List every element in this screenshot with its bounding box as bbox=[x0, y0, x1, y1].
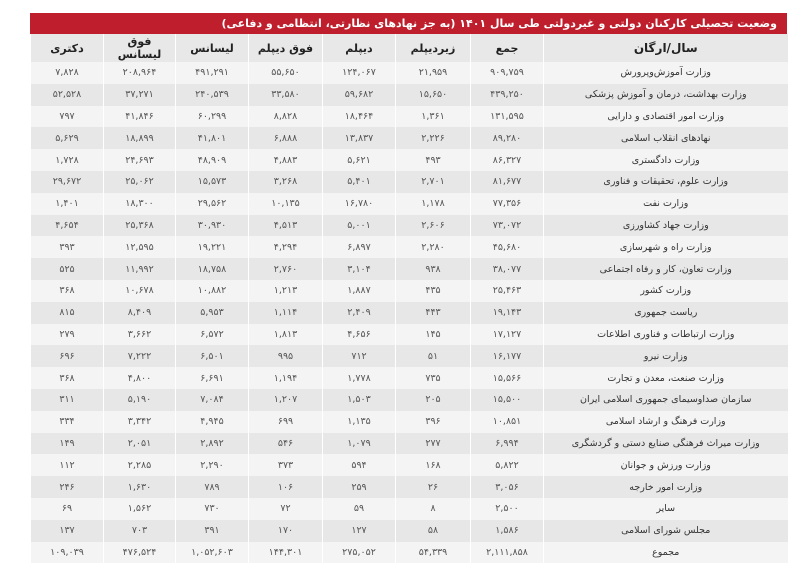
cell-diploma: ۷۱۲ bbox=[323, 345, 396, 367]
cell-organization: وزارت ورزش و جوانان bbox=[544, 454, 788, 476]
cell-organization: وزارت کشور bbox=[544, 280, 788, 302]
table-row bbox=[31, 324, 788, 346]
cell-bachelor: ۶,۵۷۲ bbox=[176, 324, 249, 346]
cell-organization: وزارت علوم، تحقیقات و فناوری bbox=[544, 171, 788, 193]
cell-total: ۹۰۹,۷۵۹ bbox=[471, 62, 544, 84]
cell-diploma: ۲۵۹ bbox=[323, 476, 396, 498]
table-body bbox=[31, 62, 788, 563]
column-header-associate: فوق دیپلم bbox=[249, 34, 323, 62]
cell-sub-diploma: ۱۶۸ bbox=[396, 454, 471, 476]
cell-master: ۴,۸۰۰ bbox=[104, 367, 176, 389]
cell-associate: ۱۰۶ bbox=[249, 476, 323, 498]
cell-organization: وزارت امور اقتصادی و دارایی bbox=[544, 106, 788, 128]
cell-master: ۷,۲۲۲ bbox=[104, 345, 176, 367]
cell-sub-diploma: ۳۹۶ bbox=[396, 411, 471, 433]
cell-bachelor: ۷,۰۸۴ bbox=[176, 389, 249, 411]
cell-master: ۱۲,۵۹۵ bbox=[104, 236, 176, 258]
cell-associate: ۶۹۹ bbox=[249, 411, 323, 433]
cell-associate: ۷۲ bbox=[249, 498, 323, 520]
table-row bbox=[31, 127, 788, 149]
cell-total: ۲۵,۴۶۳ bbox=[471, 280, 544, 302]
cell-diploma: ۶,۸۹۷ bbox=[323, 236, 396, 258]
cell-total: ۴۳۹,۲۵۰ bbox=[471, 84, 544, 106]
cell-master: ۸,۴۰۹ bbox=[104, 302, 176, 324]
cell-associate: ۱۷۰ bbox=[249, 520, 323, 542]
cell-sub-diploma: ۷۳۵ bbox=[396, 367, 471, 389]
cell-associate: ۱,۸۱۳ bbox=[249, 324, 323, 346]
cell-diploma: ۵۹,۶۸۲ bbox=[323, 84, 396, 106]
cell-sub-diploma: ۴۹۳ bbox=[396, 149, 471, 171]
table-header-row bbox=[31, 34, 788, 62]
cell-sub-diploma: ۲,۲۸۰ bbox=[396, 236, 471, 258]
cell-doctorate: ۳۶۸ bbox=[31, 367, 104, 389]
cell-organization: سازمان صداوسیمای جمهوری اسلامی ایران bbox=[544, 389, 788, 411]
cell-organization: نهادهای انقلاب اسلامی bbox=[544, 127, 788, 149]
table-row bbox=[31, 498, 788, 520]
cell-organization: وزارت میراث فرهنگی صنایع دستی و گردشگری bbox=[544, 433, 788, 455]
cell-doctorate: ۴,۶۵۴ bbox=[31, 215, 104, 237]
table-row bbox=[31, 193, 788, 215]
cell-diploma: ۱۳,۸۳۷ bbox=[323, 127, 396, 149]
table-row bbox=[31, 84, 788, 106]
cell-bachelor: ۷۸۹ bbox=[176, 476, 249, 498]
cell-master: ۳,۶۶۲ bbox=[104, 324, 176, 346]
cell-doctorate: ۳۱۱ bbox=[31, 389, 104, 411]
cell-sub-diploma: ۱۴۵ bbox=[396, 324, 471, 346]
cell-total: ۱,۵۸۶ bbox=[471, 520, 544, 542]
cell-diploma: ۳,۱۰۴ bbox=[323, 258, 396, 280]
cell-sub-diploma: ۲۰۵ bbox=[396, 389, 471, 411]
cell-associate: ۶,۸۸۸ bbox=[249, 127, 323, 149]
cell-bachelor: ۴۹۱,۲۹۱ bbox=[176, 62, 249, 84]
cell-master: ۵,۱۹۰ bbox=[104, 389, 176, 411]
cell-master: ۲۵,۰۶۲ bbox=[104, 171, 176, 193]
cell-sub-diploma: ۲,۷۰۱ bbox=[396, 171, 471, 193]
cell-diploma: ۴,۶۵۶ bbox=[323, 324, 396, 346]
cell-diploma: ۱,۰۷۹ bbox=[323, 433, 396, 455]
cell-total: ۱۷,۱۲۷ bbox=[471, 324, 544, 346]
cell-bachelor: ۶,۶۹۱ bbox=[176, 367, 249, 389]
cell-diploma: ۵,۶۲۱ bbox=[323, 149, 396, 171]
cell-master: ۱۸,۳۰۰ bbox=[104, 193, 176, 215]
cell-total: ۸۱,۶۷۷ bbox=[471, 171, 544, 193]
cell-total: ۱۹,۱۴۳ bbox=[471, 302, 544, 324]
cell-total: ۸۶,۳۲۷ bbox=[471, 149, 544, 171]
cell-doctorate: ۱,۴۰۱ bbox=[31, 193, 104, 215]
cell-master: ۲,۲۸۵ bbox=[104, 454, 176, 476]
column-header-master: فوق لیسانس bbox=[104, 34, 176, 62]
cell-diploma: ۲,۴۰۹ bbox=[323, 302, 396, 324]
cell-bachelor: ۶,۵۰۱ bbox=[176, 345, 249, 367]
cell-bachelor: ۲۴۰,۵۳۹ bbox=[176, 84, 249, 106]
table-row bbox=[31, 215, 788, 237]
cell-bachelor: ۲۹,۵۶۲ bbox=[176, 193, 249, 215]
cell-diploma: ۵,۰۰۱ bbox=[323, 215, 396, 237]
education-status-table bbox=[30, 34, 788, 563]
cell-doctorate: ۳۳۴ bbox=[31, 411, 104, 433]
cell-sub-diploma: ۱۵,۶۵۰ bbox=[396, 84, 471, 106]
cell-associate: ۱۰,۱۳۵ bbox=[249, 193, 323, 215]
cell-doctorate: ۱۰۹,۰۳۹ bbox=[31, 542, 104, 564]
cell-doctorate: ۷,۸۲۸ bbox=[31, 62, 104, 84]
cell-total: ۵,۸۲۲ bbox=[471, 454, 544, 476]
cell-sub-diploma: ۵۴,۳۳۹ bbox=[396, 542, 471, 564]
column-header-bachelor: لیسانس bbox=[176, 34, 249, 62]
cell-total: ۶,۹۹۴ bbox=[471, 433, 544, 455]
cell-organization: وزارت فرهنگ و ارشاد اسلامی bbox=[544, 411, 788, 433]
cell-diploma: ۱,۷۷۸ bbox=[323, 367, 396, 389]
table-row bbox=[31, 149, 788, 171]
education-status-table-container bbox=[30, 13, 787, 563]
cell-organization: وزارت ارتباطات و فناوری اطلاعات bbox=[544, 324, 788, 346]
cell-diploma: ۱۸,۴۶۴ bbox=[323, 106, 396, 128]
cell-organization: وزارت بهداشت، درمان و آموزش پزشکی bbox=[544, 84, 788, 106]
table-row bbox=[31, 520, 788, 542]
cell-associate: ۳۷۳ bbox=[249, 454, 323, 476]
cell-bachelor: ۴,۹۴۵ bbox=[176, 411, 249, 433]
cell-doctorate: ۱,۷۲۸ bbox=[31, 149, 104, 171]
cell-master: ۲۰۸,۹۶۴ bbox=[104, 62, 176, 84]
table-row bbox=[31, 236, 788, 258]
cell-master: ۴۱,۸۴۶ bbox=[104, 106, 176, 128]
cell-organization: وزارت تعاون، کار و رفاه اجتماعی bbox=[544, 258, 788, 280]
table-row bbox=[31, 367, 788, 389]
cell-diploma: ۵,۴۰۱ bbox=[323, 171, 396, 193]
cell-bachelor: ۱۹,۲۲۱ bbox=[176, 236, 249, 258]
cell-bachelor: ۲,۸۹۲ bbox=[176, 433, 249, 455]
cell-bachelor: ۳۹۱ bbox=[176, 520, 249, 542]
cell-master: ۱۱,۹۹۲ bbox=[104, 258, 176, 280]
table-row bbox=[31, 106, 788, 128]
cell-associate: ۴,۲۹۴ bbox=[249, 236, 323, 258]
cell-organization: وزارت دادگستری bbox=[544, 149, 788, 171]
cell-sub-diploma: ۴۳۵ bbox=[396, 280, 471, 302]
cell-total: ۳۸,۰۷۷ bbox=[471, 258, 544, 280]
cell-organization: وزارت نیرو bbox=[544, 345, 788, 367]
cell-associate: ۳,۲۶۸ bbox=[249, 171, 323, 193]
cell-sub-diploma: ۲,۶۰۶ bbox=[396, 215, 471, 237]
cell-diploma: ۱,۸۸۷ bbox=[323, 280, 396, 302]
table-total-row bbox=[31, 542, 788, 564]
cell-doctorate: ۶۹ bbox=[31, 498, 104, 520]
cell-associate: ۱,۱۱۴ bbox=[249, 302, 323, 324]
cell-diploma: ۱۲۴,۰۶۷ bbox=[323, 62, 396, 84]
cell-organization: وزارت جهاد کشاورزی bbox=[544, 215, 788, 237]
column-header-doctorate: دکتری bbox=[31, 34, 104, 62]
cell-bachelor: ۴۱,۸۰۱ bbox=[176, 127, 249, 149]
table-row bbox=[31, 171, 788, 193]
cell-organization: مجلس شورای اسلامی bbox=[544, 520, 788, 542]
column-header-organization: سال/ارگان bbox=[544, 34, 788, 62]
cell-doctorate: ۲۹,۶۷۲ bbox=[31, 171, 104, 193]
cell-bachelor: ۴۸,۹۰۹ bbox=[176, 149, 249, 171]
cell-bachelor: ۱,۰۵۲,۶۰۳ bbox=[176, 542, 249, 564]
cell-associate: ۹۹۵ bbox=[249, 345, 323, 367]
cell-diploma: ۱۲۷ bbox=[323, 520, 396, 542]
column-header-total: جمع bbox=[471, 34, 544, 62]
cell-diploma: ۱۶,۷۸۰ bbox=[323, 193, 396, 215]
cell-doctorate: ۲۴۶ bbox=[31, 476, 104, 498]
cell-diploma: ۵۹ bbox=[323, 498, 396, 520]
cell-master: ۱,۵۶۲ bbox=[104, 498, 176, 520]
cell-sub-diploma: ۱,۳۶۱ bbox=[396, 106, 471, 128]
cell-diploma: ۵۹۴ bbox=[323, 454, 396, 476]
cell-doctorate: ۵,۶۲۹ bbox=[31, 127, 104, 149]
cell-doctorate: ۳۶۸ bbox=[31, 280, 104, 302]
cell-associate: ۵۴۶ bbox=[249, 433, 323, 455]
cell-sub-diploma: ۲۱,۹۵۹ bbox=[396, 62, 471, 84]
cell-organization: سایر bbox=[544, 498, 788, 520]
cell-associate: ۵۵,۶۵۰ bbox=[249, 62, 323, 84]
cell-sub-diploma: ۹۳۸ bbox=[396, 258, 471, 280]
cell-total: ۱۵,۵۶۶ bbox=[471, 367, 544, 389]
cell-sub-diploma: ۸ bbox=[396, 498, 471, 520]
cell-master: ۱۰,۶۷۸ bbox=[104, 280, 176, 302]
cell-organization: ریاست جمهوری bbox=[544, 302, 788, 324]
cell-bachelor: ۱۵,۵۷۳ bbox=[176, 171, 249, 193]
cell-diploma: ۲۷۵,۰۵۲ bbox=[323, 542, 396, 564]
cell-organization: مجموع bbox=[544, 542, 788, 564]
table-row bbox=[31, 476, 788, 498]
cell-master: ۱۸,۸۹۹ bbox=[104, 127, 176, 149]
cell-bachelor: ۷۳۰ bbox=[176, 498, 249, 520]
cell-master: ۴۷۶,۵۲۴ bbox=[104, 542, 176, 564]
cell-doctorate: ۱۳۷ bbox=[31, 520, 104, 542]
cell-total: ۲,۵۰۰ bbox=[471, 498, 544, 520]
cell-doctorate: ۶۹۶ bbox=[31, 345, 104, 367]
cell-bachelor: ۱۸,۷۵۸ bbox=[176, 258, 249, 280]
cell-master: ۳,۳۴۲ bbox=[104, 411, 176, 433]
cell-master: ۲,۰۵۱ bbox=[104, 433, 176, 455]
cell-organization: وزارت آموزش‌وپرورش bbox=[544, 62, 788, 84]
cell-diploma: ۱,۵۰۳ bbox=[323, 389, 396, 411]
table-row bbox=[31, 302, 788, 324]
cell-bachelor: ۵,۹۵۳ bbox=[176, 302, 249, 324]
cell-organization: وزارت راه و شهرسازی bbox=[544, 236, 788, 258]
cell-master: ۱,۶۳۰ bbox=[104, 476, 176, 498]
cell-associate: ۱,۲۱۳ bbox=[249, 280, 323, 302]
cell-associate: ۴,۸۸۳ bbox=[249, 149, 323, 171]
cell-total: ۱۰,۸۵۱ bbox=[471, 411, 544, 433]
cell-total: ۱۶,۱۷۷ bbox=[471, 345, 544, 367]
cell-master: ۳۷,۲۷۱ bbox=[104, 84, 176, 106]
table-row bbox=[31, 345, 788, 367]
cell-associate: ۱۴۴,۳۰۱ bbox=[249, 542, 323, 564]
cell-sub-diploma: ۵۱ bbox=[396, 345, 471, 367]
table-row bbox=[31, 433, 788, 455]
cell-master: ۲۵,۳۶۸ bbox=[104, 215, 176, 237]
table-title: وضعیت تحصیلی کارکنان دولتی و غیردولتی طی سال ۱۴۰۱ (به جز نهادهای نظارتی، انتظامی و دفاعی) bbox=[30, 13, 787, 34]
cell-total: ۱۵,۵۰۰ bbox=[471, 389, 544, 411]
column-header-diploma: دیپلم bbox=[323, 34, 396, 62]
cell-sub-diploma: ۱,۱۷۸ bbox=[396, 193, 471, 215]
column-header-sub-diploma: زیردیپلم bbox=[396, 34, 471, 62]
cell-total: ۸۹,۲۸۰ bbox=[471, 127, 544, 149]
cell-sub-diploma: ۵۸ bbox=[396, 520, 471, 542]
cell-total: ۷۳,۰۷۲ bbox=[471, 215, 544, 237]
cell-doctorate: ۲۷۹ bbox=[31, 324, 104, 346]
cell-doctorate: ۵۲۵ bbox=[31, 258, 104, 280]
cell-total: ۳,۰۵۶ bbox=[471, 476, 544, 498]
table-row bbox=[31, 389, 788, 411]
cell-associate: ۱,۲۰۷ bbox=[249, 389, 323, 411]
cell-organization: وزارت صنعت، معدن و تجارت bbox=[544, 367, 788, 389]
cell-associate: ۳۳,۵۸۰ bbox=[249, 84, 323, 106]
table-row bbox=[31, 62, 788, 84]
cell-associate: ۱,۱۹۴ bbox=[249, 367, 323, 389]
cell-doctorate: ۷۹۷ bbox=[31, 106, 104, 128]
cell-diploma: ۱,۱۳۵ bbox=[323, 411, 396, 433]
table-row bbox=[31, 411, 788, 433]
cell-sub-diploma: ۲۷۷ bbox=[396, 433, 471, 455]
cell-associate: ۴,۵۱۳ bbox=[249, 215, 323, 237]
cell-bachelor: ۳۰,۹۳۰ bbox=[176, 215, 249, 237]
cell-doctorate: ۳۹۳ bbox=[31, 236, 104, 258]
cell-doctorate: ۱۴۹ bbox=[31, 433, 104, 455]
cell-total: ۴۵,۶۸۰ bbox=[471, 236, 544, 258]
table-row bbox=[31, 454, 788, 476]
cell-associate: ۲,۷۶۰ bbox=[249, 258, 323, 280]
table-row bbox=[31, 280, 788, 302]
cell-organization: وزارت امور خارجه bbox=[544, 476, 788, 498]
cell-total: ۱۳۱,۵۹۵ bbox=[471, 106, 544, 128]
cell-bachelor: ۶۰,۲۹۹ bbox=[176, 106, 249, 128]
cell-doctorate: ۸۱۵ bbox=[31, 302, 104, 324]
cell-sub-diploma: ۴۴۳ bbox=[396, 302, 471, 324]
cell-sub-diploma: ۲۶ bbox=[396, 476, 471, 498]
cell-master: ۷۰۳ bbox=[104, 520, 176, 542]
cell-organization: وزارت نفت bbox=[544, 193, 788, 215]
cell-master: ۲۴,۶۹۳ bbox=[104, 149, 176, 171]
cell-doctorate: ۱۱۲ bbox=[31, 454, 104, 476]
cell-associate: ۸,۸۲۸ bbox=[249, 106, 323, 128]
cell-bachelor: ۱۰,۸۸۲ bbox=[176, 280, 249, 302]
cell-bachelor: ۲,۲۹۰ bbox=[176, 454, 249, 476]
cell-total: ۷۷,۳۵۶ bbox=[471, 193, 544, 215]
cell-total: ۲,۱۱۱,۸۵۸ bbox=[471, 542, 544, 564]
cell-sub-diploma: ۲,۲۲۶ bbox=[396, 127, 471, 149]
table-row bbox=[31, 258, 788, 280]
cell-doctorate: ۵۲,۵۲۸ bbox=[31, 84, 104, 106]
